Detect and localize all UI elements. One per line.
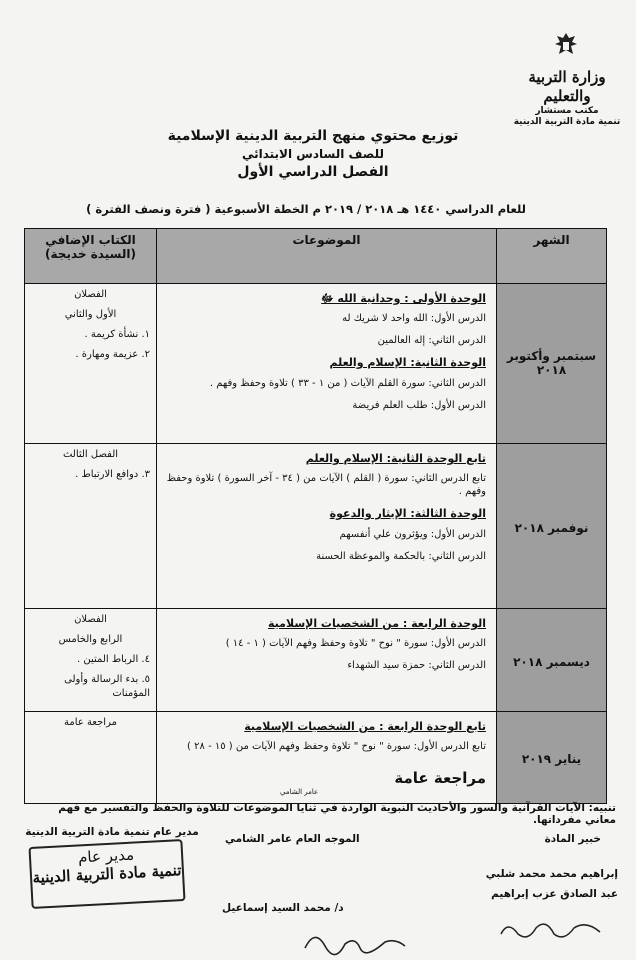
lesson-item: الدرس الثاني: حمزة سيد الشهداء xyxy=(347,660,486,672)
book-cell xyxy=(25,284,157,444)
topics-cell xyxy=(157,712,497,804)
lesson-item: الدرس الثاني: سورة القلم الآيات ( من ١ - ٣٣ ) تلاوة وحفظ وفهم . xyxy=(209,377,486,389)
month-cell xyxy=(497,712,607,804)
eagle-emblem-icon xyxy=(551,30,581,60)
title-line1: توزيع محتوي منهج التربية الدينية الإسلامية xyxy=(167,128,459,144)
ministry-name: وزارة التربية والتعليم xyxy=(528,68,606,105)
expert-name-1: إبراهيم محمد محمد شلبي xyxy=(485,868,618,880)
topics-cell xyxy=(157,284,497,444)
table-header-row xyxy=(25,229,607,284)
document-titles xyxy=(130,128,496,183)
unit-title: الوحدة الثانية: الإسلام والعلم xyxy=(329,356,486,370)
curriculum-table xyxy=(24,228,607,804)
book-chapter: ٣. دوافع الارتباط . xyxy=(75,469,150,480)
ministry-letterhead xyxy=(512,68,622,128)
lesson-item: الدرس الثاني: إله العالمين xyxy=(377,335,486,347)
small-note: عامر الشامي xyxy=(280,788,319,796)
month-label: سبتمبر وأكتوبر ٢٠١٨ xyxy=(506,349,597,377)
book-chapter: ٢. عزيمة ومهارة . xyxy=(75,349,150,360)
book-chapter: الفصل الثالث xyxy=(62,449,119,460)
book-chapter: ٤. الرباط المتين . xyxy=(77,654,150,665)
header-month: الشهر xyxy=(497,229,607,284)
book-chapter: الفصلان xyxy=(74,289,107,300)
month-cell xyxy=(497,609,607,712)
header-topics: الموضوعات xyxy=(157,229,497,284)
lesson-item: الدرس الأول: ويؤثرون علي أنفسهم xyxy=(339,528,486,540)
title-line2: للصف السادس الابتدائي xyxy=(241,147,385,161)
book-chapter: مراجعة عامة xyxy=(64,717,117,728)
department-name: تنمية مادة التربية الدينية xyxy=(513,116,621,127)
lesson-item: تابع الدرس الثاني: سورة ( القلم ) الآيات من ( ٣٤ - آخر السورة ) تلاوة وحفظ وفهم . xyxy=(166,473,486,498)
table-row xyxy=(25,444,607,609)
topics-cell xyxy=(157,609,497,712)
signatory-name: د/ محمد السيد إسماعيل xyxy=(222,902,344,914)
topics-cell xyxy=(157,444,497,609)
month-cell xyxy=(497,284,607,444)
lesson-item: الدرس الأول: سورة " نوح " تلاوة وحفظ وفهم الآيات ( ١ - ١٤ ) xyxy=(225,638,486,650)
month-cell xyxy=(497,444,607,609)
title-line4: للعام الدراسي ١٤٤٠ هـ ٢٠١٨ / ٢٠١٩ م الخطة الأسبوعية ( فترة ونصف الفترة ) xyxy=(86,202,526,216)
book-chapter: الرابع والخامس xyxy=(58,634,123,645)
supervisor-label: الموجه العام عامر الشامي xyxy=(225,833,360,845)
month-label: ديسمبر ٢٠١٨ xyxy=(513,654,590,669)
month-label: يناير ٢٠١٩ xyxy=(521,752,582,766)
stamp-line2: تنمية مادة التربية الدينية xyxy=(32,861,182,887)
month-label: نوفمبر ٢٠١٨ xyxy=(514,520,589,535)
book-cell xyxy=(25,712,157,804)
book-chapter: الأول والثاني xyxy=(64,309,117,320)
lesson-item: تابع الدرس الأول: سورة " نوح " تلاوة وحفظ وفهم الآيات من ( ١٥ - ٢٨ ) xyxy=(187,741,486,753)
table-body xyxy=(25,284,607,804)
header-book: الكتاب الإضافي (السيدة خديجة) xyxy=(25,229,157,284)
expert-name-2: عبد الصادق عزب إبراهيم xyxy=(491,888,618,900)
signature-icon xyxy=(300,918,410,958)
signature-icon xyxy=(496,912,606,946)
lesson-item: الدرس الثاني: بالحكمة والموعظة الحسنة xyxy=(316,550,486,562)
unit-title: الوحدة الثالثة: الإيثار والدعوة xyxy=(329,507,486,521)
footer-note: تنبيه: الآيات القرآنية والسور والأحاديث النبوية الواردة في ثنايا الموضوعات للتلاوة والحفظ والتفسير مع فهم معاني مفرداتها. xyxy=(58,802,616,826)
office-name: مكتب مستشار xyxy=(535,105,599,116)
lesson-item: الدرس الأول: الله واحد لا شريك له xyxy=(342,313,486,325)
table-row xyxy=(25,609,607,712)
expert-label: خبير المادة xyxy=(544,833,601,845)
book-chapter: ٥. بدء الرسالة وأولى المؤمنات xyxy=(64,674,150,699)
title-line3: الفصل الدراسي الأول xyxy=(237,164,389,180)
book-chapter: ١. نشأة كريمة . xyxy=(84,329,150,340)
book-cell xyxy=(25,444,157,609)
unit-title: الوحدة الأولى : وحدانية الله ﷻ xyxy=(321,292,486,305)
stamp-line1: مدير عام xyxy=(77,845,135,867)
book-cell xyxy=(25,609,157,712)
review-label: مراجعة عامة xyxy=(394,769,486,788)
unit-title: الوحدة الرابعة : من الشخصيات الإسلامية xyxy=(268,617,486,630)
unit-title: تابع الوحدة الثانية: الإسلام والعلم xyxy=(305,452,486,465)
book-chapter: الفصلان xyxy=(74,614,107,625)
unit-title: تابع الوحدة الرابعة : من الشخصيات الإسلامية xyxy=(244,720,486,733)
table-row xyxy=(25,284,607,444)
director-label: مدير عام تنمية مادة التربية الدينية xyxy=(25,826,199,838)
lesson-item: الدرس الأول: طلب العلم فريضة xyxy=(352,399,486,411)
official-stamp xyxy=(28,839,185,909)
